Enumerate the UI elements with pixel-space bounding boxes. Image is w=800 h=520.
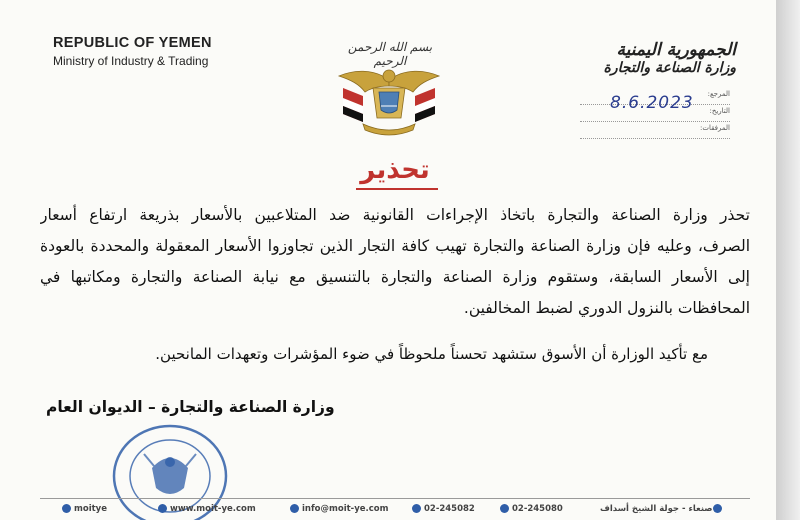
email-icon [290, 504, 299, 513]
footer-address: صنعاء - جولة الشيخ أسداف [600, 504, 725, 514]
footer-phone-2: 02-245080 [500, 504, 563, 514]
header-arabic [604, 40, 736, 76]
reference-label: المرجع: [580, 90, 730, 105]
title-underline [356, 188, 438, 190]
footer-divider [40, 498, 750, 499]
phone-icon [412, 504, 421, 513]
social-media-icon [62, 504, 71, 513]
page-edge [776, 0, 800, 520]
body-text [40, 200, 750, 324]
closing-paragraph: مع تأكيد الوزارة أن الأسوق ستشهد تحسناً ملحوظاً في ضوء المؤشرات وتعهدات المانحين. [155, 345, 708, 363]
body-line: تحذر وزارة الصناعة والتجارة باتخاذ الإجراءات القانونية ضد المتلاعبين بالأسعار بذريعة ارتفاع أسعار [40, 206, 750, 224]
footer-website[interactable]: www.moit-ye.com [158, 504, 256, 514]
ministry-name-en: Ministry of Industry & Trading [53, 54, 209, 68]
document-title: تحذير [360, 155, 430, 185]
fax-icon [500, 504, 509, 513]
country-name-ar: الجمهورية اليمنية [616, 40, 736, 60]
footer-email[interactable]: info@moit-ye.com [290, 504, 388, 514]
handwritten-date: 8.6.2023 [610, 93, 694, 113]
footer-contacts [0, 498, 790, 520]
header-english [53, 35, 212, 68]
date-label: التاريخ: [580, 107, 730, 122]
signature-block: وزارة الصناعة والتجارة – الديوان العام [46, 398, 335, 416]
basmala-text: بسم الله الرحمن الرحيم [347, 40, 433, 68]
body-line: إلى الأسعار السابقة، وستقوم وزارة الصناعة والتجارة بالتنسيق مع نيابة الصناعة والتجارة ومكاتبها في [40, 268, 750, 286]
location-icon [713, 504, 722, 513]
body-line: المحافظات بالنزول الدوري لضبط المخالفين. [463, 299, 750, 317]
footer-social: moitye [62, 504, 107, 514]
globe-icon [158, 504, 167, 513]
body-line: الصرف، وعليه فإن وزارة الصناعة والتجارة تهيب كافة التجار الذين تجاوزوا الأسعار المعقولة والمحددة بالعودة [40, 237, 750, 255]
footer-phone-1: 02-245082 [412, 504, 475, 514]
eagle-emblem-icon [333, 62, 445, 140]
attachments-label: المرفقات: [580, 124, 730, 139]
ministry-name-ar: وزارة الصناعة والتجارة [603, 60, 736, 76]
country-name-en: REPUBLIC OF YEMEN [53, 35, 212, 51]
